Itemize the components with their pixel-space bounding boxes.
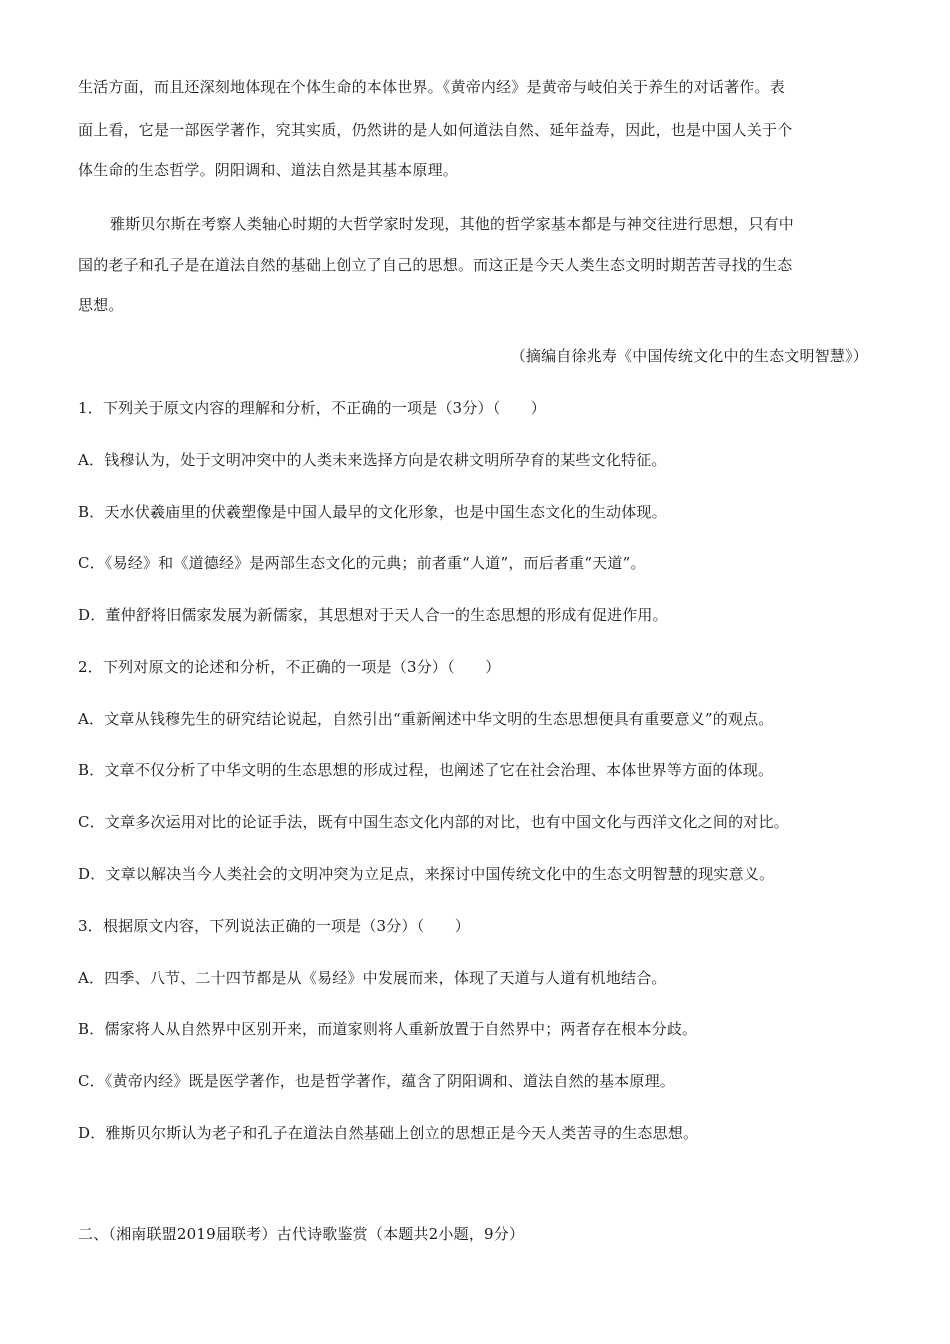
passage-para2-line2: 国的老子和孔子是在道法自然的基础上创立了自己的思想。而这正是今天人类生态文明时期苦苦寻找的生态 [78, 256, 793, 274]
question-1-option-a: A．钱穆认为，处于文明冲突中的人类未来选择方向是农耕文明所孕育的某些文化特征。 [78, 451, 667, 469]
passage-para1-line3: 体生命的生态哲学。阴阳调和、道法自然是其基本原理。 [78, 161, 459, 179]
question-3-option-a: A．四季、八节、二十四节都是从《易经》中发展而来，体现了天道与人道有机地结合。 [78, 969, 667, 987]
question-1-stem: 1．下列关于原文内容的理解和分析，不正确的一项是（3分）（ ） [78, 399, 546, 417]
question-3-stem: 3．根据原文内容，下列说法正确的一项是（3分）（ ） [78, 917, 470, 935]
passage-para2-line1: 雅斯贝尔斯在考察人类轴心时期的大哲学家时发现，其他的哲学家基本都是与神交往进行思想，只有中 [110, 215, 795, 233]
passage-source: （摘编自徐兆寿《中国传统文化中的生态文明智慧》） [510, 347, 868, 365]
section-2-heading: 二、（湘南联盟2019届联考）古代诗歌鉴赏（本题共2小题，9分） [78, 1225, 525, 1243]
passage-para1-line1: 生活方面，而且还深刻地体现在个体生命的本体世界。《黄帝内经》是黄帝与岐伯关于养生的对话著作。表 [78, 78, 785, 96]
question-2-option-d: D．文章以解决当今人类社会的文明冲突为立足点，来探讨中国传统文化中的生态文明智慧的现实意义。 [78, 865, 775, 883]
question-1-option-b: B．天水伏羲庙里的伏羲塑像是中国人最早的文化形象，也是中国生态文化的生动体现。 [78, 503, 667, 521]
question-3-option-b: B．儒家将人从自然界中区别开来，而道家则将人重新放置于自然界中；两者存在根本分歧。 [78, 1020, 698, 1038]
passage-para2-line3: 思想。 [78, 296, 124, 314]
question-3-option-d: D．雅斯贝尔斯认为老子和孔子在道法自然基础上创立的思想正是今天人类苦寻的生态思想。 [78, 1124, 699, 1142]
question-3-option-c: C．《黄帝内经》既是医学著作，也是哲学著作，蕴含了阴阳调和、道法自然的基本原理。 [78, 1072, 675, 1090]
passage-para1-line2: 面上看，它是一部医学著作，究其实质，仍然讲的是人如何道法自然、延年益寿，因此，也是中国人关于个 [78, 121, 793, 139]
question-2-option-a: A．文章从钱穆先生的研究结论说起，自然引出“重新阐述中华文明的生态思想便具有重要意义”的观点。 [78, 710, 774, 728]
question-2-stem: 2．下列对原文的论述和分析，不正确的一项是（3分）（ ） [78, 658, 501, 676]
question-1-option-d: D．董仲舒将旧儒家发展为新儒家，其思想对于天人合一的生态思想的形成有促进作用。 [78, 606, 668, 624]
question-2-option-b: B．文章不仅分析了中华文明的生态思想的形成过程，也阐述了它在社会治理、本体世界等方面的体现。 [78, 761, 774, 779]
question-2-option-c: C．文章多次运用对比的论证手法，既有中国生态文化内部的对比，也有中国文化与西洋文化之间的对比。 [78, 813, 789, 831]
question-1-option-c: C．《易经》和《道德经》是两部生态文化的元典；前者重“人道”，而后者重“天道”。 [78, 554, 646, 572]
